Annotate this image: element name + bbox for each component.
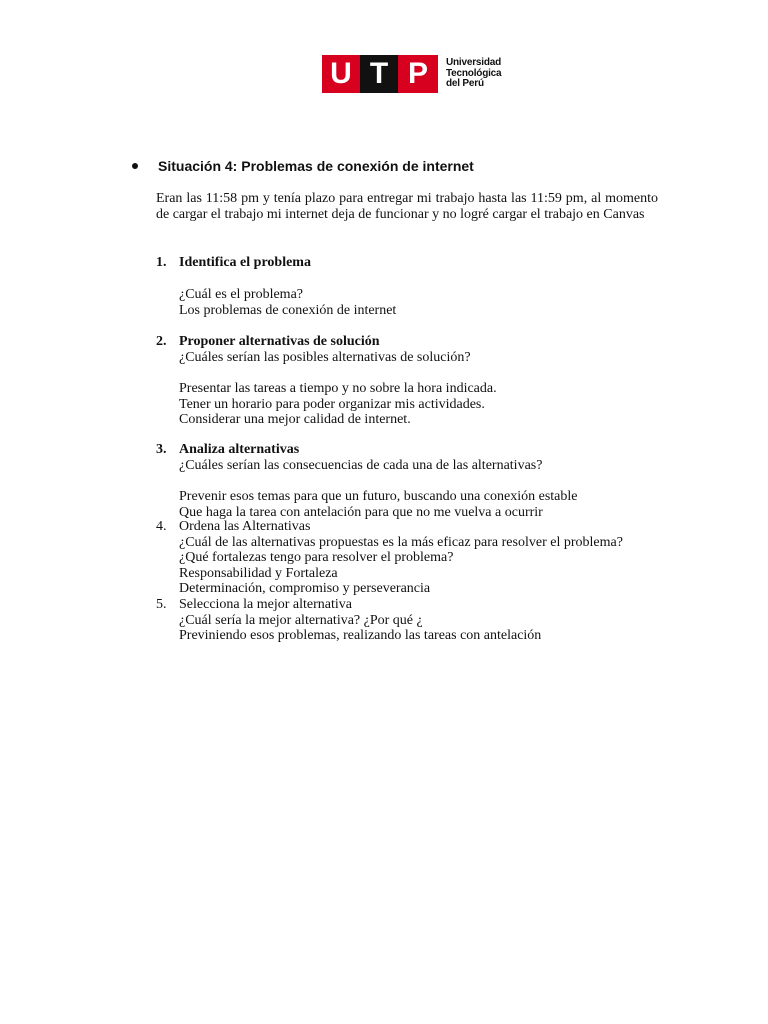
step-question: ¿Cuáles serían las posibles alternativas de solución? <box>179 350 471 365</box>
step-question: ¿Cuáles serían las consecuencias de cada una de las alternativas? <box>179 458 543 473</box>
step-3 <box>156 442 299 458</box>
intro-paragraph: Eran las 11:58 pm y tenía plazo para entregar mi trabajo hasta las 11:59 pm, al momento de cargar el trabajo mi internet deja de funcionar y no logré cargar el trabajo en Canvas <box>156 191 658 222</box>
step-question: ¿Qué fortalezas tengo para resolver el problema? <box>179 550 454 565</box>
logo-line: del Perú <box>446 78 484 90</box>
step-question: ¿Cuál sería la mejor alternativa? ¿Por qué ¿ <box>179 612 423 628</box>
step-answer: Que haga la tarea con antelación para que no me vuelva a ocurrir <box>179 504 543 520</box>
logo-letter-p: P <box>398 55 438 93</box>
step-number: 4. <box>156 519 167 534</box>
logo-line: Tecnológica <box>446 67 502 79</box>
step-answer: Los problemas de conexión de internet <box>179 302 397 318</box>
step-title: Ordena las Alternativas <box>179 519 311 534</box>
step-answer: Tener un horario para poder organizar mis actividades. <box>179 396 485 412</box>
step-3-body <box>156 458 578 520</box>
step-title: Identifica el problema <box>179 255 311 270</box>
step-answer: Presentar las tareas a tiempo y no sobre la hora indicada. <box>179 381 497 396</box>
step-number: 2. <box>156 334 167 349</box>
step-answer: Determinación, compromiso y perseverancia <box>179 581 431 596</box>
logo-letter-u: U <box>322 55 360 93</box>
step-4 <box>156 519 623 597</box>
step-1 <box>156 255 311 271</box>
step-question: ¿Cuál es el problema? <box>179 287 304 302</box>
step-number: 5. <box>156 597 167 612</box>
step-title: Analiza alternativas <box>179 442 300 457</box>
step-number: 1. <box>156 255 167 270</box>
step-question: ¿Cuál de las alternativas propuestas es la más eficaz para resolver el problema? <box>179 534 623 550</box>
step-2 <box>156 334 380 350</box>
step-1-body <box>156 287 396 318</box>
step-number: 3. <box>156 442 167 457</box>
step-title: Selecciona la mejor alternativa <box>179 597 352 612</box>
utp-logo <box>322 55 501 93</box>
step-2-body <box>156 350 497 428</box>
step-answer: Considerar una mejor calidad de internet. <box>179 412 411 427</box>
section-heading-row <box>130 158 474 174</box>
section-heading: Situación 4: Problemas de conexión de internet <box>158 158 474 174</box>
step-answer: Previniendo esos problemas, realizando las tareas con antelación <box>179 628 542 643</box>
bullet-icon <box>132 163 138 169</box>
logo-letter-t: T <box>360 55 398 93</box>
logo-wordmark <box>446 58 501 90</box>
step-answer: Prevenir esos temas para que un futuro, buscando una conexión estable <box>179 489 578 504</box>
step-5 <box>156 597 541 644</box>
step-title: Proponer alternativas de solución <box>179 334 380 349</box>
logo-line: Universidad <box>446 57 502 69</box>
step-answer: Responsabilidad y Fortaleza <box>179 565 338 581</box>
